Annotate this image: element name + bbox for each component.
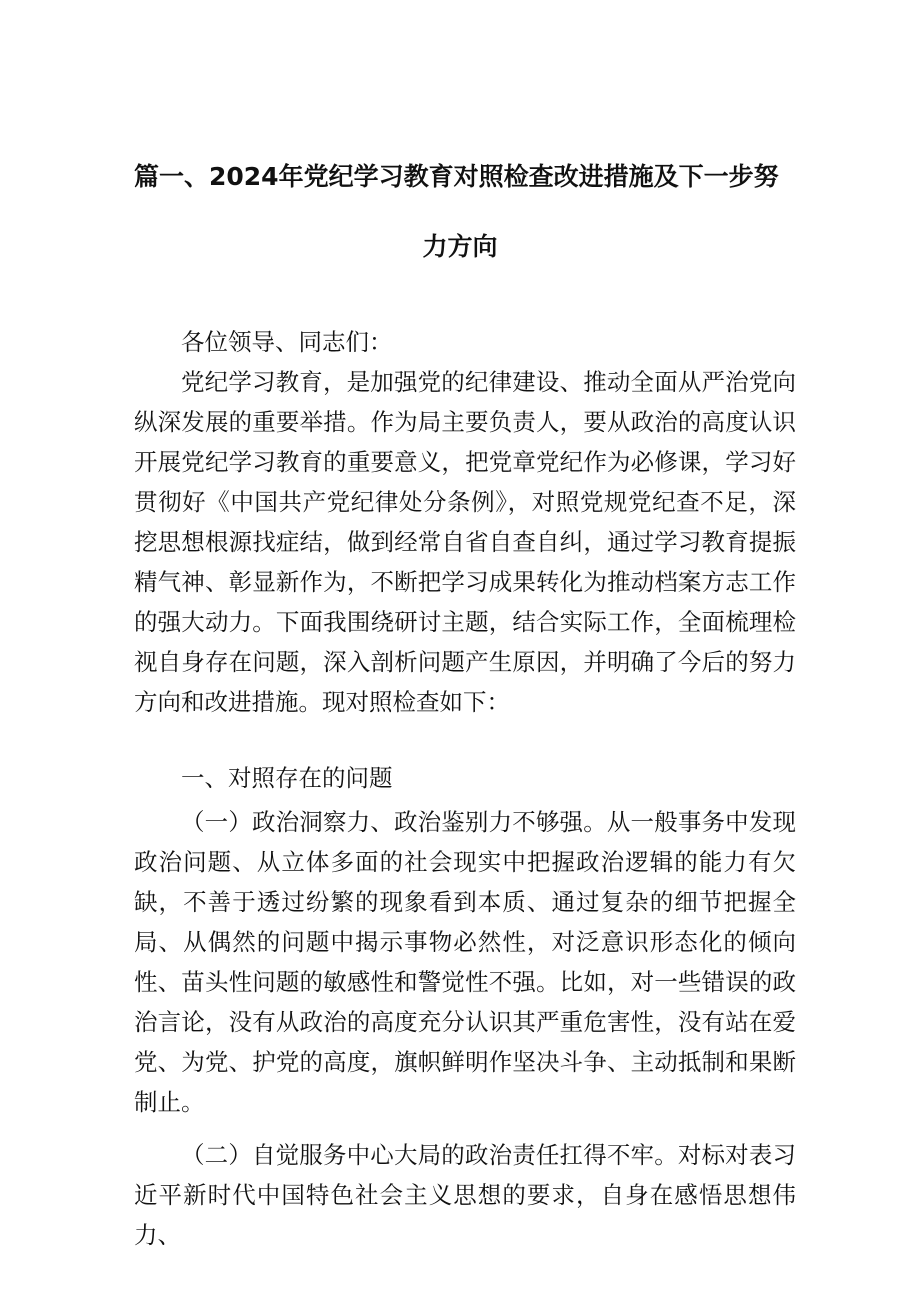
salutation: 各位领导、同志们： — [181, 328, 393, 356]
paragraph-issue-2: （二）自觉服务中心大局的政治责任扛得不牢。对标对表习近平新时代中国特色社会主义思想的要求，自身在感悟思想伟力、 — [134, 1141, 796, 1249]
document-title-line-1: 篇一、2024年党纪学习教育对照检查改进措施及下一步努 — [134, 162, 779, 191]
paragraph-intro: 党纪学习教育，是加强党的纪律建设、推动全面从严治党向纵深发展的重要举措。作为局主要负责人，要从政治的高度认识开展党纪学习教育的重要意义，把党章党纪作为必修课，学习好贯彻好《中国共产党纪律处分条例》，对照党规党纪查不足，深挖思想根源找症结，做到经常自省自查自纠，通过学习教育提振精气神、彰显新作为，不断把学习成果转化为推动档案方志工作的强大动力。下面我围绕研讨主题，结合实际工作，全面梳理检视自身存在问题，深入剖析问题产生原因，并明确了今后的努力方向和改进措施。现对照检查如下： — [134, 368, 796, 716]
section-heading: 一、对照存在的问题 — [181, 764, 393, 792]
paragraph-issue-1: （一）政治洞察力、政治鉴别力不够强。从一般事务中发现政治问题、从立体多面的社会现实中把握政治逻辑的能力有欠缺，不善于透过纷繁的现象看到本质、通过复杂的细节把握全局、从偶然的问题中揭示事物必然性，对泛意识形态化的倾向性、苗头性问题的敏感性和警觉性不强。比如，对一些错误的政治言论，没有从政治的高度充分认识其严重危害性，没有站在爱党、为党、护党的高度，旗帜鲜明作坚决斗争、主动抵制和果断制止。 — [134, 808, 796, 1116]
document-title-line-2: 力方向 — [422, 232, 498, 261]
